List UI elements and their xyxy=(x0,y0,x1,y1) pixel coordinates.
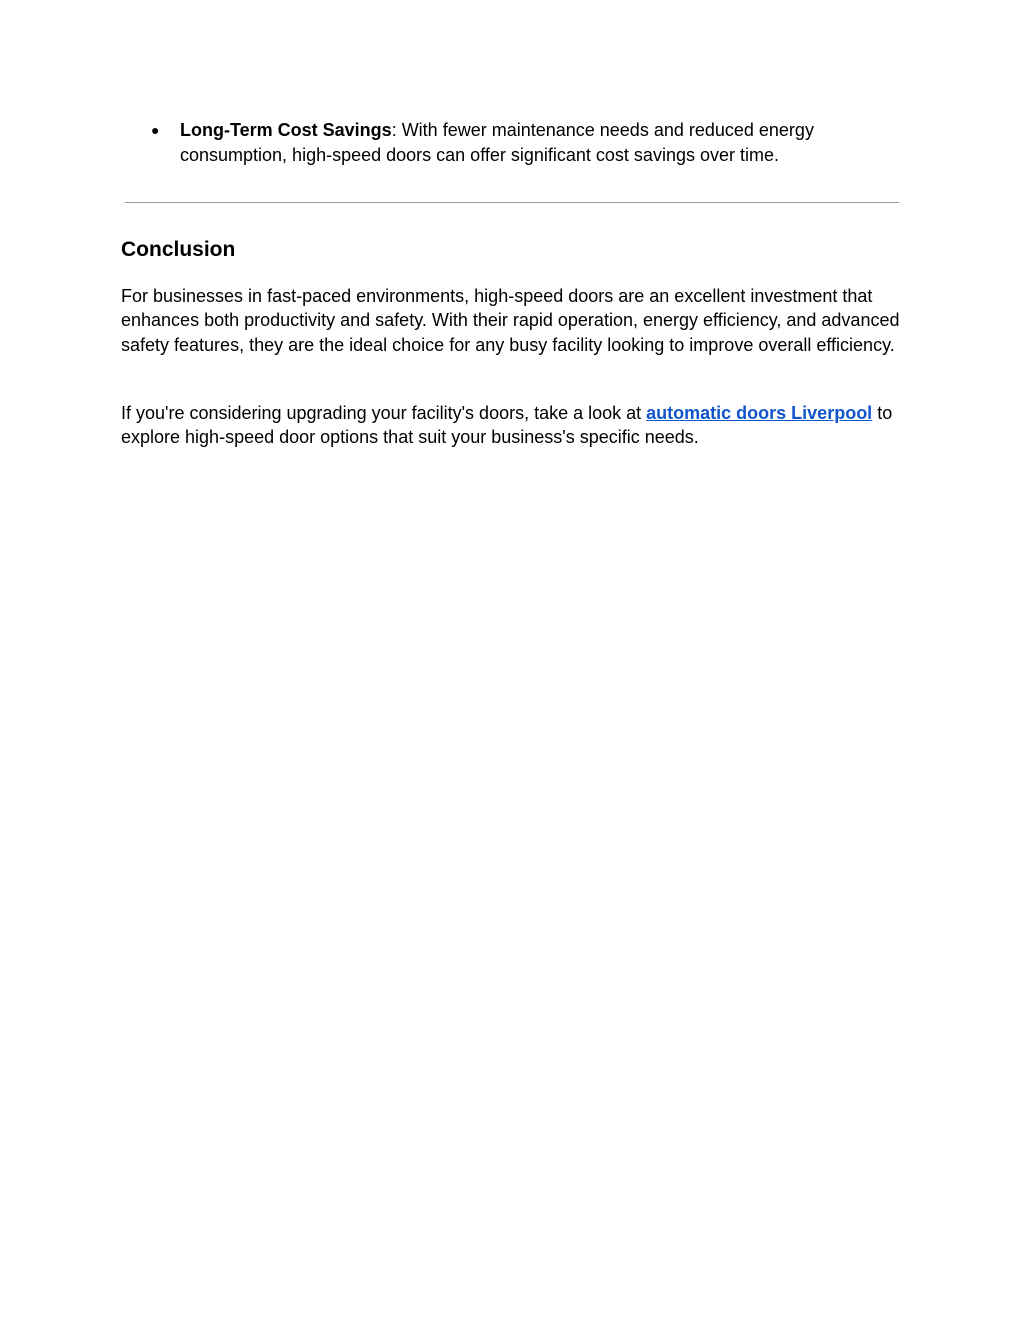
automatic-doors-link[interactable]: automatic doors Liverpool xyxy=(646,403,873,423)
conclusion-paragraph-2 xyxy=(121,401,911,450)
list-item xyxy=(121,118,901,167)
bullet-text: : With fewer maintenance needs and reduced energy consumption, high-speed doors can offer significant cost savings over time. xyxy=(180,120,814,165)
paragraph-2-trail-text: to explore high-speed door options that suit your business's specific needs. xyxy=(121,403,893,448)
bullet-icon: ● xyxy=(151,122,160,138)
paragraph-2-lead-text: If you're considering upgrading your facility's doors, take a look at xyxy=(121,403,647,423)
bullet-list xyxy=(121,118,901,167)
bullet-term: Long-Term Cost Savings xyxy=(180,120,392,140)
conclusion-paragraph-1: For businesses in fast-paced environments, high-speed doors are an excellent investment that enhances both productivity and safety. With their rapid operation, energy efficiency, and advanced safety features, they are the ideal choice for any busy facility looking to improve overall efficiency. xyxy=(121,286,900,355)
horizontal-divider xyxy=(125,202,899,203)
section-heading: Conclusion xyxy=(121,238,236,261)
